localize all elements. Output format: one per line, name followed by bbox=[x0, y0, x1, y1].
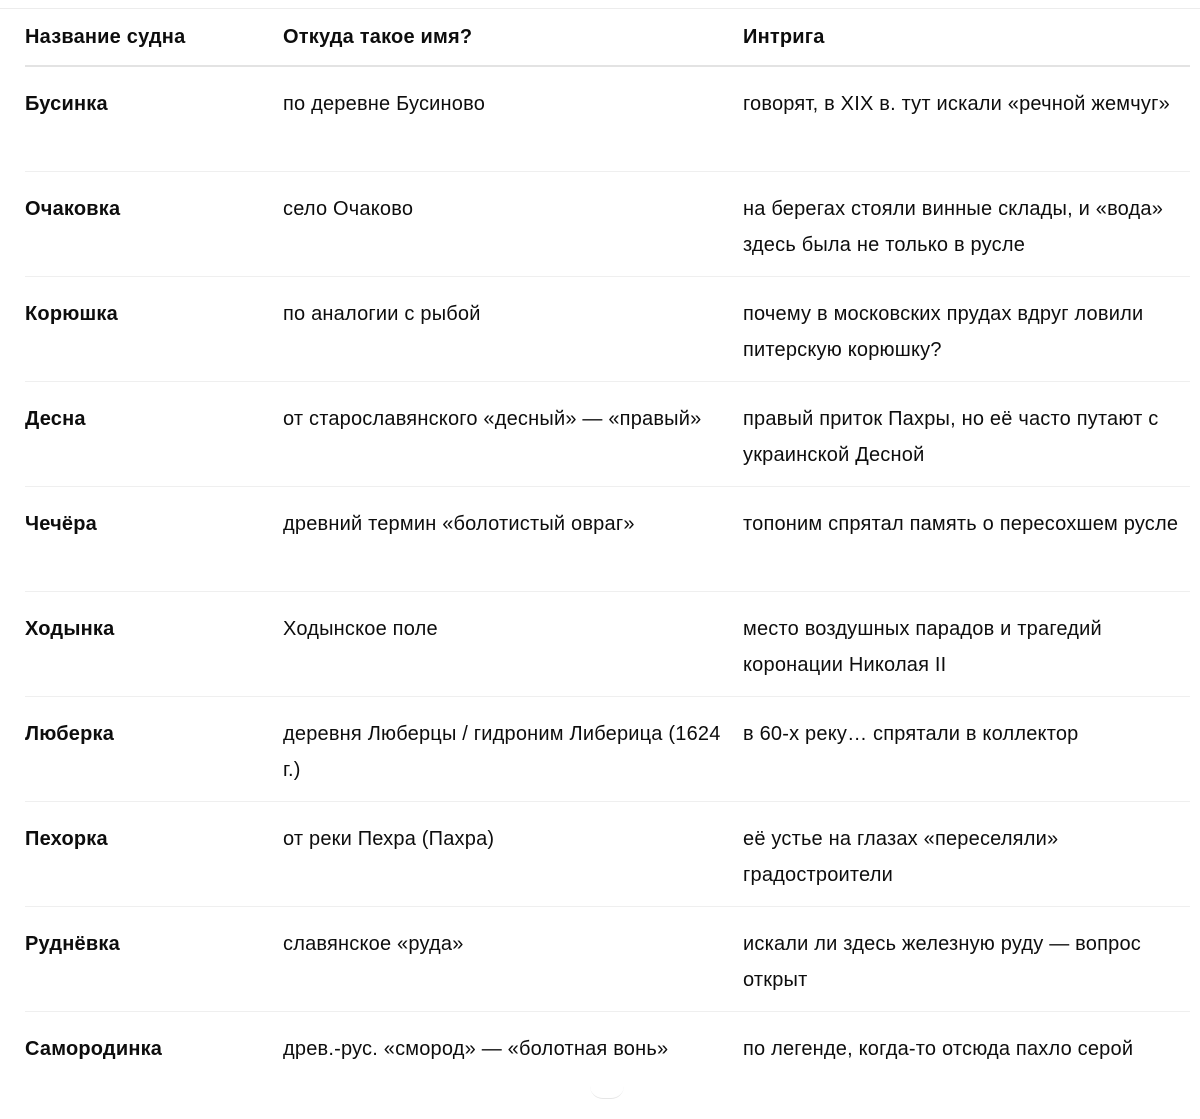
vessel-name-cell bbox=[25, 66, 283, 172]
origin-text: древний термин «болотистый овраг» bbox=[283, 513, 635, 535]
vessel-name-cell bbox=[25, 382, 283, 487]
vessel-name: Люберка bbox=[25, 723, 115, 745]
origin-text: деревня Люберцы / гидроним Либерица (1624 г.) bbox=[283, 723, 721, 781]
origin-cell bbox=[283, 172, 743, 277]
intrigue-text: почему в московских прудах вдруг ловили питерскую корюшку? bbox=[743, 303, 1144, 361]
vessel-name-cell bbox=[25, 697, 283, 802]
intrigue-cell bbox=[743, 66, 1190, 172]
vessel-names-table bbox=[25, 10, 1190, 1116]
column-header-intrigue: Интрига bbox=[743, 10, 1190, 66]
table-row bbox=[25, 487, 1190, 592]
column-header-origin: Откуда такое имя? bbox=[283, 10, 743, 66]
top-divider bbox=[0, 8, 1200, 9]
vessel-name: Пехорка bbox=[25, 828, 108, 850]
origin-cell bbox=[283, 487, 743, 592]
table-row bbox=[25, 382, 1190, 487]
vessel-name-cell bbox=[25, 802, 283, 907]
vessel-name-cell bbox=[25, 907, 283, 1012]
vessel-name: Очаковка bbox=[25, 198, 121, 220]
vessel-name-cell bbox=[25, 592, 283, 697]
vessel-name: Самородинка bbox=[25, 1038, 163, 1060]
intrigue-cell bbox=[743, 907, 1190, 1012]
origin-cell bbox=[283, 277, 743, 382]
table-row bbox=[25, 907, 1190, 1012]
intrigue-cell bbox=[743, 172, 1190, 277]
origin-text: славянское «руда» bbox=[283, 933, 464, 955]
origin-cell bbox=[283, 907, 743, 1012]
table-row bbox=[25, 592, 1190, 697]
vessel-name-cell bbox=[25, 1012, 283, 1117]
intrigue-cell bbox=[743, 697, 1190, 802]
intrigue-cell bbox=[743, 592, 1190, 697]
vessel-name: Ходынка bbox=[25, 618, 115, 640]
intrigue-text: в 60-х реку… спрятали в коллектор bbox=[743, 723, 1079, 745]
intrigue-cell bbox=[743, 382, 1190, 487]
vessel-name: Чечёра bbox=[25, 513, 97, 535]
vessel-name-cell bbox=[25, 487, 283, 592]
intrigue-cell bbox=[743, 487, 1190, 592]
origin-text: Ходынское поле bbox=[283, 618, 438, 640]
origin-cell bbox=[283, 382, 743, 487]
vessel-name: Корюшка bbox=[25, 303, 118, 325]
origin-cell bbox=[283, 66, 743, 172]
intrigue-text: топоним спрятал память о пересохшем русле bbox=[743, 513, 1179, 535]
vessel-name: Десна bbox=[25, 408, 86, 430]
origin-cell bbox=[283, 697, 743, 802]
intrigue-text: её устье на глазах «переселяли» градостроители bbox=[743, 828, 1059, 886]
intrigue-text: место воздушных парадов и трагедий коронации Николая II bbox=[743, 618, 1102, 676]
intrigue-text: искали ли здесь железную руду — вопрос открыт bbox=[743, 933, 1141, 991]
origin-text: от старославянского «десный» — «правый» bbox=[283, 408, 702, 430]
origin-text: по деревне Бусиново bbox=[283, 93, 486, 115]
origin-text: село Очаково bbox=[283, 198, 414, 220]
intrigue-text: по легенде, когда-то отсюда пахло серой bbox=[743, 1038, 1134, 1060]
origin-cell bbox=[283, 802, 743, 907]
intrigue-cell bbox=[743, 1012, 1190, 1117]
table-row bbox=[25, 66, 1190, 172]
table-row bbox=[25, 1012, 1190, 1117]
table-row bbox=[25, 172, 1190, 277]
origin-text: по аналогии с рыбой bbox=[283, 303, 481, 325]
intrigue-text: правый приток Пахры, но её часто путают с украинской Десной bbox=[743, 408, 1159, 466]
intrigue-cell bbox=[743, 802, 1190, 907]
origin-text: древ.-рус. «смород» — «болотная вонь» bbox=[283, 1038, 669, 1060]
intrigue-text: на берегах стояли винные склады, и «вода» здесь была не только в русле bbox=[743, 198, 1164, 256]
vessel-name-cell bbox=[25, 277, 283, 382]
table-row bbox=[25, 697, 1190, 802]
origin-cell bbox=[283, 592, 743, 697]
intrigue-text: говорят, в XIX в. тут искали «речной жемчуг» bbox=[743, 93, 1170, 115]
table-header-row bbox=[25, 10, 1190, 66]
intrigue-cell bbox=[743, 277, 1190, 382]
column-header-name: Название судна bbox=[25, 10, 283, 66]
vessel-name: Руднёвка bbox=[25, 933, 120, 955]
vessel-name: Бусинка bbox=[25, 93, 108, 115]
table-row bbox=[25, 277, 1190, 382]
table-row bbox=[25, 802, 1190, 907]
vessel-name-cell bbox=[25, 172, 283, 277]
origin-text: от реки Пехра (Пахра) bbox=[283, 828, 495, 850]
origin-cell bbox=[283, 1012, 743, 1117]
